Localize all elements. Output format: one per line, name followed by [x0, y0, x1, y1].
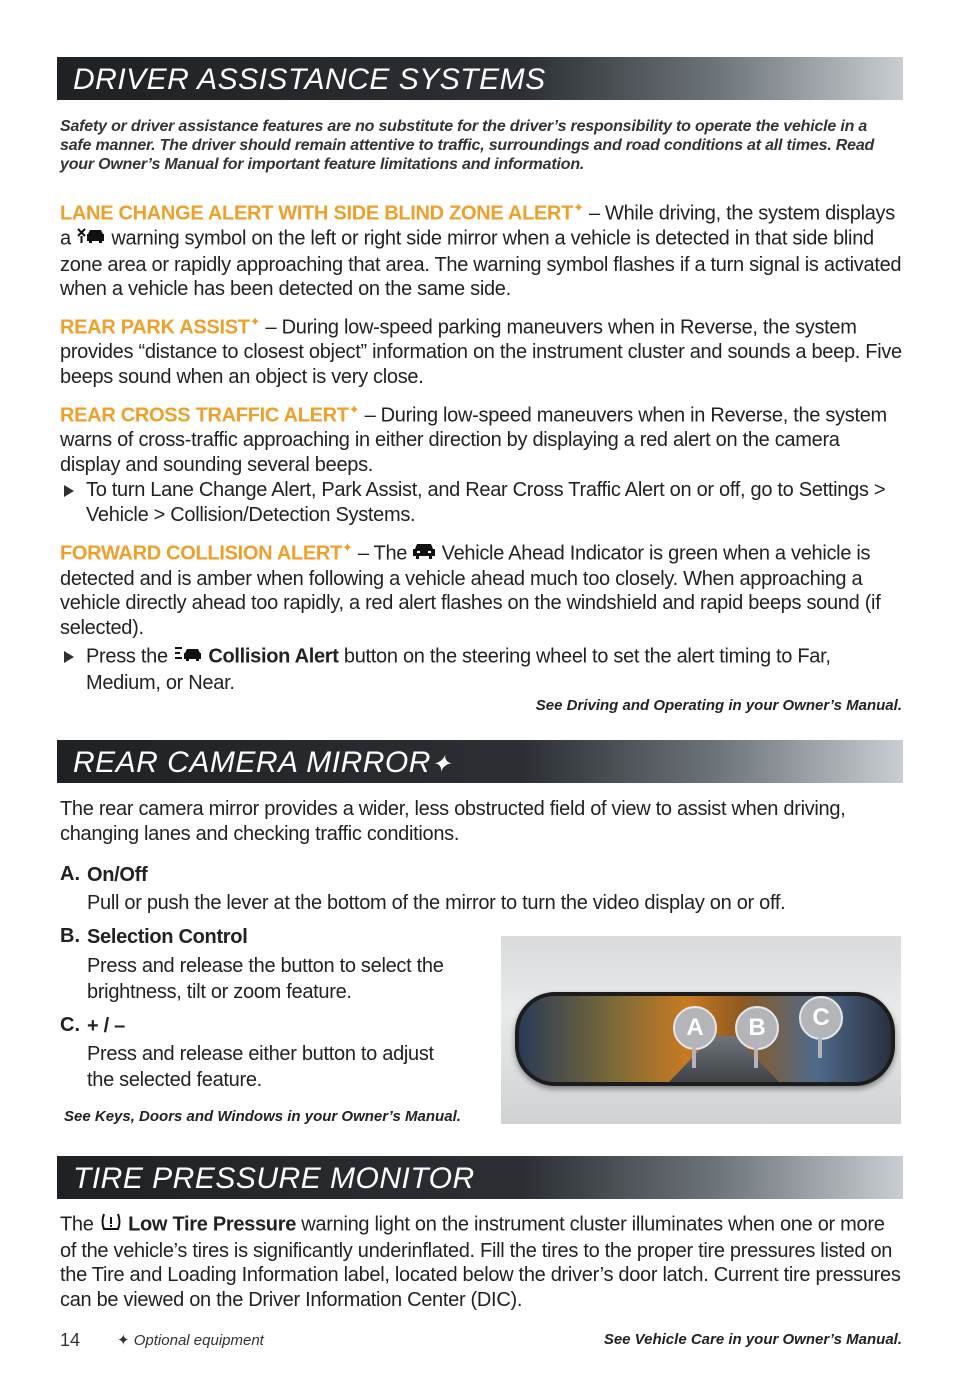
optional-mark: ✦ — [348, 402, 360, 417]
fca-text-2: Vehicle Ahead Indicator is green when a vehicle is detected and is amber when following a vehicle ahead much too closely. When approaching a vehicle directly ahead too rapidly, a red alert flashes on the windshield and rapid beeps sound (if selected). — [60, 542, 881, 639]
fca-text-1: – The — [352, 542, 413, 565]
collision-alert-bullet — [60, 644, 902, 695]
callout-b — [735, 1006, 779, 1066]
item-b-label: B. — [60, 925, 80, 947]
optional-mark: ✦ — [573, 200, 584, 215]
low-tire-pressure-label: Low Tire Pressure — [128, 1213, 297, 1236]
safety-intro: Safety or driver assistance features are no substitute for the driver’s responsibility to operate the vehicle in a safe manner. The driver should remain attentive to traffic, surroundings and road conditions at all times. Read your Owner’s Manual for important feature limitations and information. — [60, 118, 875, 173]
section-banner-driver-assistance — [57, 57, 903, 100]
callout-c-stem — [818, 1036, 822, 1058]
settings-bullet-text: To turn Lane Change Alert, Park Assist, and Rear Cross Traffic Alert on or off, go to Settings > Vehicle > Collision/Detection Systems. — [86, 479, 886, 526]
item-c-label: C. — [60, 1014, 80, 1036]
lane-text-2: warning symbol on the left or right side mirror when a vehicle is detected in that side blind zone area or rapidly approaching that area. The warning symbol flashes if a turn signal is activated when a vehicle has been detected on the same side. — [60, 227, 902, 301]
rear-park-assist-heading: REAR PARK ASSIST — [60, 316, 250, 339]
callout-c-letter: C — [799, 996, 843, 1040]
callout-b-stem — [754, 1046, 758, 1068]
optional-label: Optional equipment — [133, 1332, 264, 1349]
page-number: 14 — [60, 1330, 81, 1350]
forward-collision-heading: FORWARD COLLISION ALERT — [60, 542, 342, 565]
park-text: – During low-speed parking maneuvers when in Reverse, the system provides “distance to closest object” information on the instrument cluster and sounds a beep. Five beeps sound when an object is very close. — [60, 316, 902, 388]
vehicle-ahead-icon — [412, 542, 436, 567]
item-c-name: + / – — [87, 1015, 125, 1037]
collision-alert-label: Collision Alert — [208, 645, 339, 668]
section-banner-tire-pressure — [57, 1156, 903, 1199]
optional-equipment-note — [117, 1331, 264, 1349]
low-tire-pressure-icon — [99, 1212, 123, 1239]
callout-b-letter: B — [735, 1006, 779, 1050]
rcta-text: – During low-speed maneuvers when in Reverse, the system warns of cross-traffic approaching in either direction by displaying a red alert on the camera display and sounding several beeps. — [60, 404, 887, 476]
optional-mark: ✦ — [430, 751, 452, 778]
tire-pressure-paragraph — [60, 1212, 902, 1312]
section-title: DRIVER ASSISTANCE SYSTEMS — [73, 63, 546, 96]
collision-alert-bullet-text — [86, 644, 902, 695]
rear-cross-traffic-paragraph — [60, 398, 902, 477]
side-blind-zone-icon — [76, 226, 106, 253]
callout-a-stem — [692, 1046, 696, 1068]
driving-operating-reference: See Driving and Operating in your Owner’s Manual. — [535, 697, 902, 714]
item-b-name: Selection Control — [87, 926, 248, 948]
bullet-arrow-icon — [64, 651, 74, 663]
lane-text-1: – While driving, the system displays a — [60, 202, 895, 250]
rear-camera-mirror-image — [501, 936, 901, 1124]
bullet2-text-b: button on the steering wheel to set the alert timing to Far, Medium, or Near. — [86, 645, 831, 694]
keys-doors-reference: See Keys, Doors and Windows in your Owner’s Manual. — [64, 1108, 461, 1125]
forward-collision-paragraph — [60, 536, 902, 640]
section-title — [73, 746, 452, 780]
item-a-name: On/Off — [87, 864, 148, 886]
bullet2-text-a: Press the — [86, 645, 174, 668]
callout-c — [799, 996, 843, 1056]
bullet-arrow-icon — [64, 485, 74, 497]
item-b-text: Press and release the button to select the brightness, tilt or zoom feature. — [87, 955, 444, 1003]
callout-a — [673, 1006, 717, 1066]
lane-change-alert-heading: LANE CHANGE ALERT WITH SIDE BLIND ZONE ALERT — [60, 202, 574, 225]
section-banner-rear-camera-mirror — [57, 740, 903, 783]
callout-a-letter: A — [673, 1006, 717, 1050]
optional-mark: ✦ — [341, 540, 353, 555]
item-a-label: A. — [60, 863, 80, 885]
item-c-text: Press and release either button to adjust the selected feature. — [87, 1043, 434, 1091]
vehicle-care-reference: See Vehicle Care in your Owner’s Manual. — [603, 1331, 902, 1348]
collision-alert-icon — [173, 644, 203, 671]
lane-change-alert-paragraph — [60, 196, 902, 302]
rear-park-assist-paragraph — [60, 310, 902, 389]
optional-mark: ✦ — [117, 1332, 130, 1349]
tire-text-1: The — [60, 1213, 99, 1236]
section-title-text: REAR CAMERA MIRROR — [73, 746, 431, 779]
tire-text-2: warning light on the instrument cluster illuminates when one or more of the vehicle’s tires is significantly underinflated. Fill the tires to the proper tire pressures listed on the Tire and Loading Information label, located below the driver’s door latch. Current tire pressures can be viewed on the Driver Information Center (DIC). — [60, 1213, 901, 1311]
settings-bullet — [60, 478, 902, 527]
rear-camera-mirror-intro: The rear camera mirror provides a wider, less obstructed field of view to assist when driving, changing lanes and checking traffic conditions. — [60, 798, 846, 845]
optional-mark: ✦ — [249, 314, 261, 329]
section-title: TIRE PRESSURE MONITOR — [73, 1162, 475, 1195]
rear-cross-traffic-heading: REAR CROSS TRAFFIC ALERT — [60, 404, 349, 427]
item-a-text: Pull or push the lever at the bottom of the mirror to turn the video display on or off. — [87, 892, 786, 914]
